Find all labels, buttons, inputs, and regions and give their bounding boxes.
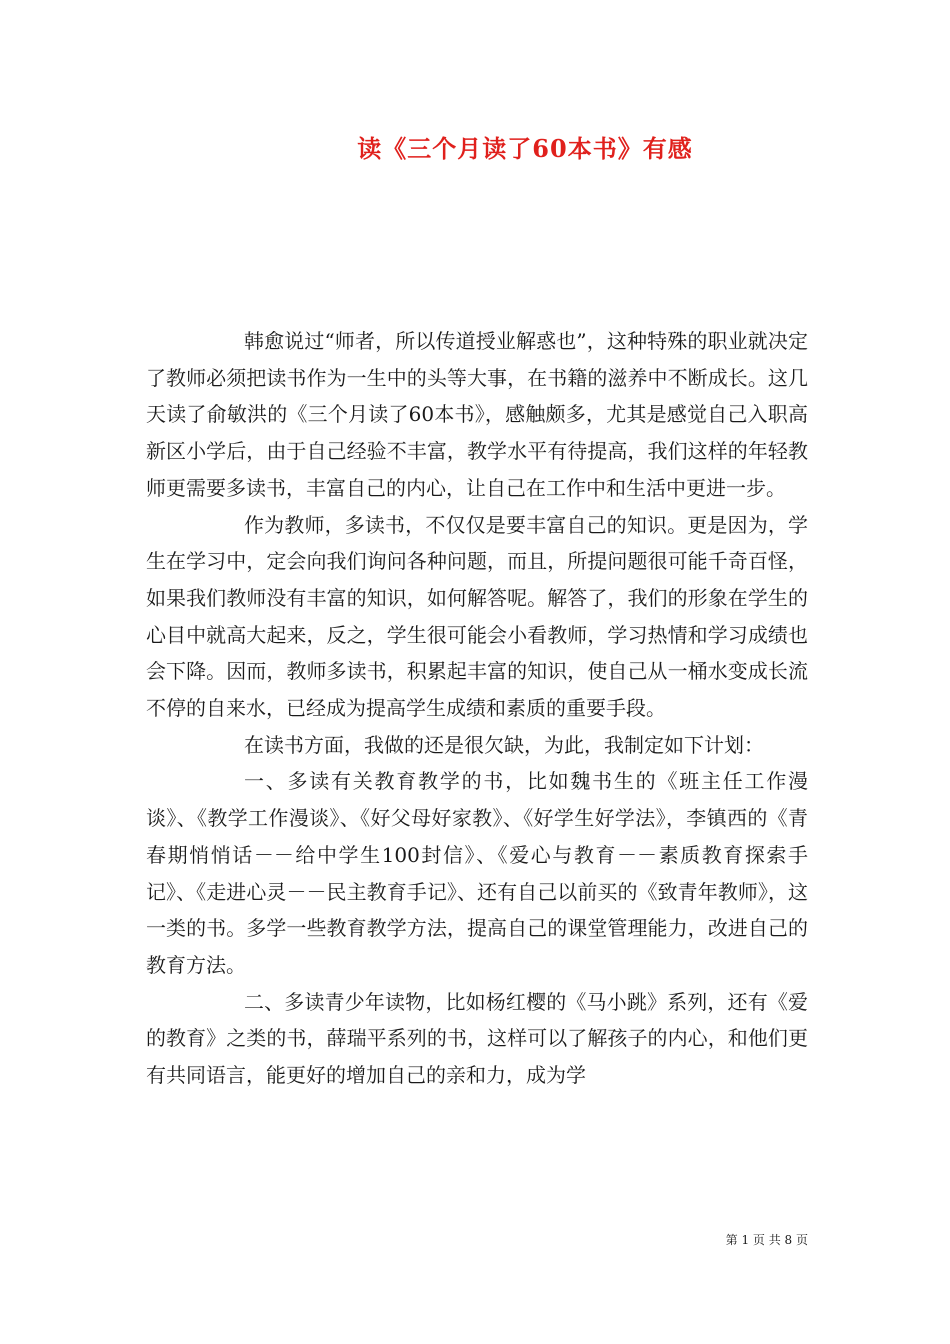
paragraph-reason: 作为教师，多读书，不仅仅是要丰富自己的知识。更是因为，学生在学习中，定会向我们询问各种问题，而且，所提问题很可能千奇百怪，如果我们教师没有丰富的知识，如何解答呢。解答了，我们的形象在学生的心目中就高大起来，反之，学生很可能会小看教师，学习热情和学习成绩也会下降。因而，教师多读书，积累起丰富的知识，使自己从一桶水变成长流不停的自来水，已经成为提高学生成绩和素质的重要手段。 (146, 512, 808, 721)
paragraph-plan-one: 一、多读有关教育教学的书，比如魏书生的《班主任工作漫谈》、《教学工作漫谈》、《好父母好家教》、《好学生好学法》，李镇西的《青春期悄悄话－－给中学生100封信》、《爱心与教育－－素质教育探索手记》、《走进心灵－－民主教育手记》、还有自己以前买的《致青年教师》，这一类的书。多学一些教育教学方法，提高自己的课堂管理能力，改进自己的教育方法。 (146, 769, 808, 977)
paragraph-plan-two: 二、多读青少年读物，比如杨红樱的《马小跳》系列，还有《爱的教育》之类的书，薛瑞平系列的书，这样可以了解孩子的内心，和他们更有共同语言，能更好的增加自己的亲和力，成为学 (146, 989, 808, 1088)
paragraph-plan-intro: 在读书方面，我做的还是很欠缺，为此，我制定如下计划： (244, 732, 764, 757)
document-body (146, 323, 808, 1094)
paragraph-intro: 韩愈说过“师者，所以传道授业解惑也”，这种特殊的职业就决定了教师必须把读书作为一生中的头等大事，在书籍的滋养中不断成长。这几天读了俞敏洪的《三个月读了60本书》，感触颇多，尤其是感觉自己入职高新区小学后，由于自己经验不丰富，教学水平有待提高，我们这样的年轻教师更需要多读书，丰富自己的内心，让自己在工作中和生活中更进一步。 (146, 329, 808, 500)
page-number: 第 1 页 共 8 页 (725, 1233, 808, 1247)
document-title: 读《三个月读了60本书》有感 (357, 134, 693, 163)
